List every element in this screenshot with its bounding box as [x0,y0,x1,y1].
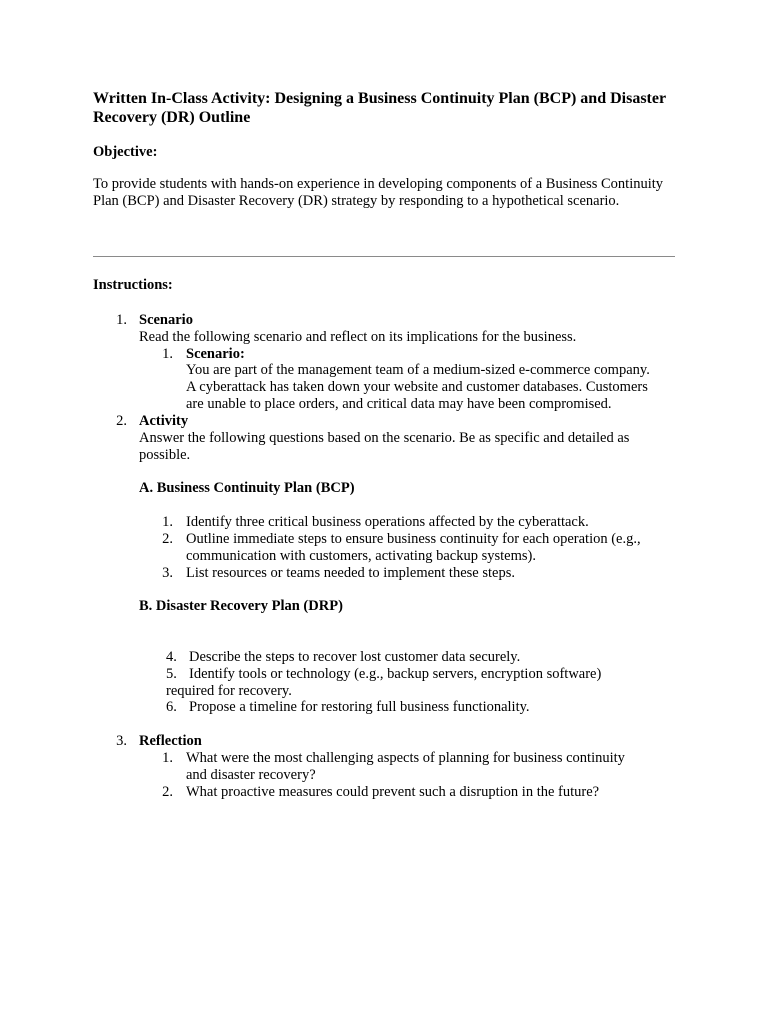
drp-item-number: 4. [166,649,177,665]
drp-item-text: Identify tools or technology (e.g., backup servers, encryption software) [189,666,602,682]
drp-item-number: 6. [166,699,177,715]
activity-heading: Activity [139,413,189,429]
drp-item-text: Propose a timeline for restoring full business functionality. [189,699,530,715]
activity-text-line: possible. [139,447,191,463]
drp-heading: B. Disaster Recovery Plan (DRP) [139,598,343,614]
drp-item-continuation: required for recovery. [166,683,292,699]
reflection-item-text: What proactive measures could prevent such a disruption in the future? [186,784,600,800]
bcp-item-number: 3. [162,565,173,581]
bcp-item-text: communication with customers, activating backup systems). [186,548,536,564]
bcp-item-text: Outline immediate steps to ensure business continuity for each operation (e.g., [186,531,641,547]
reflection-item-number: 1. [162,750,173,766]
instructions-heading: Instructions: [93,277,173,293]
reflection-item-text: What were the most challenging aspects of planning for business continuity [186,750,625,766]
scenario-sub-number: 1. [162,346,173,362]
scenario-heading: Scenario [139,312,193,328]
scenario-number: 1. [116,312,127,328]
reflection-heading: Reflection [139,733,202,749]
drp-item-text: Describe the steps to recover lost customer data securely. [189,649,521,665]
scenario-intro: Read the following scenario and reflect on its implications for the business. [139,329,577,345]
scenario-text-line: are unable to place orders, and critical data may have been compromised. [186,396,612,412]
bcp-item-number: 2. [162,531,173,547]
drp-item-number: 5. [166,666,177,682]
reflection-number: 3. [116,733,127,749]
scenario-sub-heading: Scenario: [186,346,245,362]
reflection-item-text: and disaster recovery? [186,767,316,783]
bcp-item-text: Identify three critical business operations affected by the cyberattack. [186,514,589,530]
document-title: Written In-Class Activity: Designing a Business Continuity Plan (BCP) and Disaster Recovery (DR) Outline [93,90,666,126]
activity-text-line: Answer the following questions based on the scenario. Be as specific and detailed as [139,430,630,446]
horizontal-divider [93,256,675,257]
scenario-text-line: You are part of the management team of a medium-sized e-commerce company. [186,362,650,378]
objective-heading: Objective: [93,144,158,160]
scenario-text-line: A cyberattack has taken down your website and customer databases. Customers [186,379,648,395]
activity-number: 2. [116,413,127,429]
bcp-heading: A. Business Continuity Plan (BCP) [139,480,355,496]
bcp-item-number: 1. [162,514,173,530]
reflection-item-number: 2. [162,784,173,800]
bcp-item-text: List resources or teams needed to implement these steps. [186,565,515,581]
objective-text: To provide students with hands-on experience in developing components of a Business Continuity Plan (BCP) and Disaster Recovery (DR) strategy by responding to a hypothetical scenario. [93,176,664,209]
